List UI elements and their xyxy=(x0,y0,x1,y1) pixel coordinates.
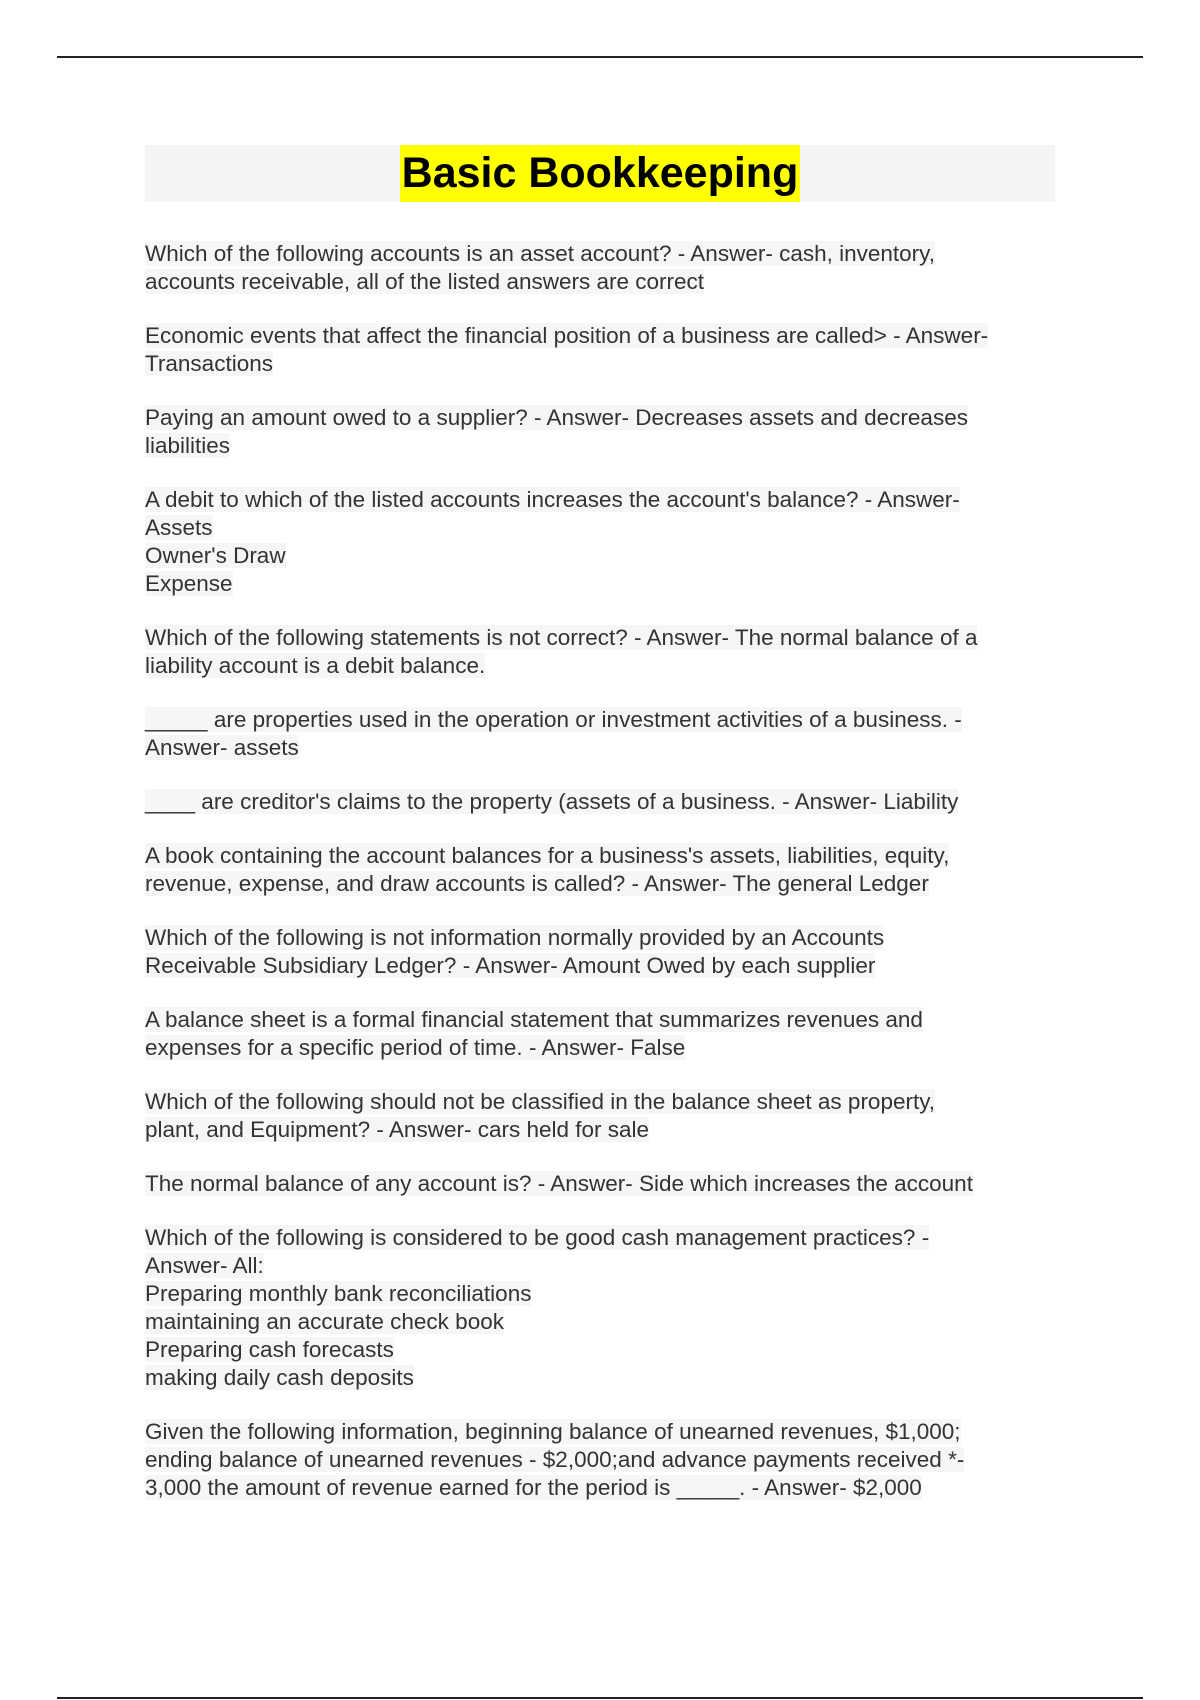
qa-item xyxy=(145,240,1055,296)
qa-line xyxy=(145,1224,1055,1252)
qa-text: making daily cash deposits xyxy=(145,1365,414,1390)
qa-text: maintaining an accurate check book xyxy=(145,1309,504,1334)
qa-item xyxy=(145,706,1055,762)
qa-line xyxy=(145,404,1055,432)
qa-item xyxy=(145,1170,1055,1198)
qa-line xyxy=(145,240,1055,268)
qa-line xyxy=(145,1418,1055,1446)
qa-line xyxy=(145,1170,1055,1198)
qa-line xyxy=(145,870,1055,898)
qa-text: Which of the following accounts is an asset account? - Answer- cash, inventory, xyxy=(145,241,935,266)
qa-text: Given the following information, beginning balance of unearned revenues, $1,000; xyxy=(145,1419,961,1444)
qa-line xyxy=(145,952,1055,980)
qa-text: Owner's Draw xyxy=(145,543,286,568)
qa-line xyxy=(145,1034,1055,1062)
bottom-rule xyxy=(57,1697,1143,1699)
qa-line xyxy=(145,788,1055,816)
qa-line xyxy=(145,1252,1055,1280)
qa-line xyxy=(145,1088,1055,1116)
qa-text: ____ are creditor's claims to the property (assets of a business. - Answer- Liability xyxy=(145,789,959,814)
qa-line xyxy=(145,514,1055,542)
qa-item xyxy=(145,486,1055,598)
qa-text: plant, and Equipment? - Answer- cars held for sale xyxy=(145,1117,650,1142)
qa-text: accounts receivable, all of the listed answers are correct xyxy=(145,269,705,294)
qa-text: liability account is a debit balance. xyxy=(145,653,486,678)
qa-item xyxy=(145,1088,1055,1144)
qa-text: Economic events that affect the financial position of a business are called> - Answer- xyxy=(145,323,989,348)
qa-text: revenue, expense, and draw accounts is called? - Answer- The general Ledger xyxy=(145,871,929,896)
document-title: Basic Bookkeeping xyxy=(400,145,801,202)
qa-text: _____ are properties used in the operation or investment activities of a business. - xyxy=(145,707,962,732)
qa-line xyxy=(145,486,1055,514)
qa-line xyxy=(145,1006,1055,1034)
qa-item xyxy=(145,322,1055,378)
qa-item xyxy=(145,1224,1055,1392)
qa-text: Expense xyxy=(145,571,233,596)
qa-item xyxy=(145,624,1055,680)
qa-line xyxy=(145,268,1055,296)
title-band xyxy=(145,145,1055,202)
qa-line xyxy=(145,350,1055,378)
qa-item xyxy=(145,404,1055,460)
qa-line xyxy=(145,1336,1055,1364)
qa-item xyxy=(145,788,1055,816)
qa-line xyxy=(145,322,1055,350)
qa-text: Preparing cash forecasts xyxy=(145,1337,394,1362)
qa-item xyxy=(145,924,1055,980)
qa-line xyxy=(145,624,1055,652)
qa-text: ending balance of unearned revenues - $2,000;and advance payments received *- xyxy=(145,1447,965,1472)
qa-line xyxy=(145,1116,1055,1144)
qa-line xyxy=(145,1364,1055,1392)
qa-text: Transactions xyxy=(145,351,273,376)
qa-line xyxy=(145,542,1055,570)
qa-line xyxy=(145,842,1055,870)
qa-item xyxy=(145,1006,1055,1062)
qa-line xyxy=(145,1308,1055,1336)
qa-text: The normal balance of any account is? - Answer- Side which increases the account xyxy=(145,1171,973,1196)
qa-line xyxy=(145,924,1055,952)
qa-text: Assets xyxy=(145,515,213,540)
qa-line xyxy=(145,570,1055,598)
qa-text: Answer- All: xyxy=(145,1253,264,1278)
qa-item xyxy=(145,842,1055,898)
document-body xyxy=(145,145,1055,1528)
qa-text: Paying an amount owed to a supplier? - Answer- Decreases assets and decreases xyxy=(145,405,968,430)
qa-text: liabilities xyxy=(145,433,231,458)
qa-text: A balance sheet is a formal financial statement that summarizes revenues and xyxy=(145,1007,923,1032)
qa-text: Which of the following is considered to be good cash management practices? - xyxy=(145,1225,930,1250)
qa-list xyxy=(145,240,1055,1502)
top-rule xyxy=(57,56,1143,58)
qa-text: expenses for a specific period of time. - Answer- False xyxy=(145,1035,686,1060)
qa-text: Receivable Subsidiary Ledger? - Answer- Amount Owed by each supplier xyxy=(145,953,876,978)
qa-text: 3,000 the amount of revenue earned for the period is _____. - Answer- $2,000 xyxy=(145,1475,922,1500)
qa-line xyxy=(145,734,1055,762)
qa-text: Answer- assets xyxy=(145,735,299,760)
qa-text: Which of the following is not information normally provided by an Accounts xyxy=(145,925,885,950)
qa-text: A debit to which of the listed accounts increases the account's balance? - Answer- xyxy=(145,487,960,512)
qa-text: Preparing monthly bank reconciliations xyxy=(145,1281,532,1306)
qa-line xyxy=(145,1446,1055,1474)
qa-text: Which of the following should not be classified in the balance sheet as property, xyxy=(145,1089,936,1114)
qa-text: Which of the following statements is not correct? - Answer- The normal balance of a xyxy=(145,625,978,650)
qa-item xyxy=(145,1418,1055,1502)
qa-line xyxy=(145,1280,1055,1308)
qa-line xyxy=(145,432,1055,460)
qa-text: A book containing the account balances for a business's assets, liabilities, equity, xyxy=(145,843,950,868)
qa-line xyxy=(145,652,1055,680)
qa-line xyxy=(145,706,1055,734)
qa-line xyxy=(145,1474,1055,1502)
